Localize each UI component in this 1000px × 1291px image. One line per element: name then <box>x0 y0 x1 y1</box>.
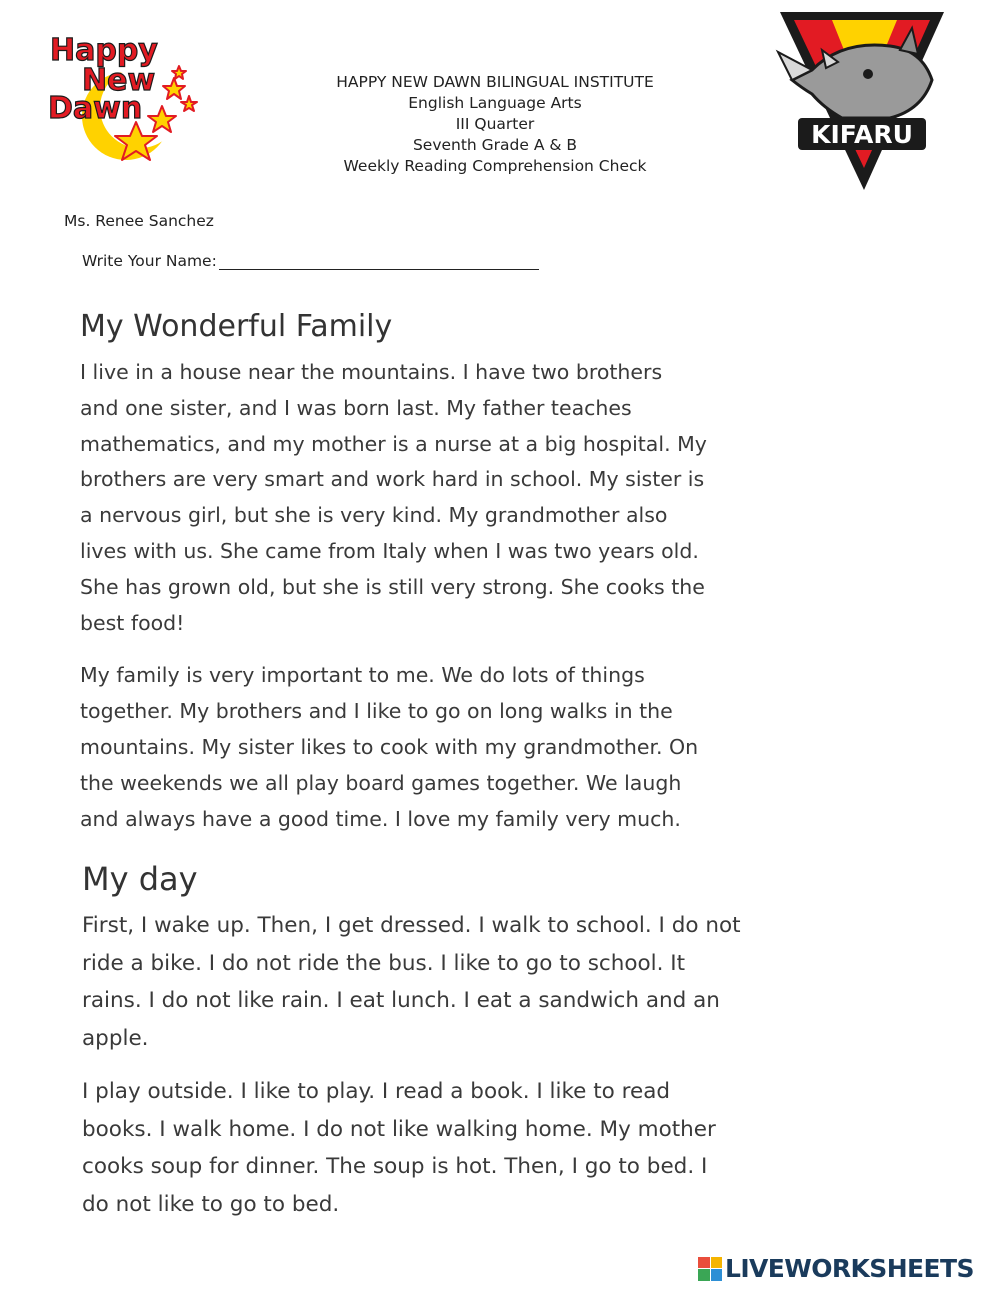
text-line: First, I wake up. Then, I get dressed. I walk to school. I do not <box>82 913 741 938</box>
text-line: apple. <box>82 1025 149 1051</box>
story-my-day <box>82 855 762 1223</box>
name-field-row <box>82 252 539 270</box>
text-line: best food! <box>80 610 185 635</box>
text-line: and always have a good time. I love my family very much. <box>80 806 681 831</box>
logo-text-line: New <box>82 63 156 98</box>
quarter: III Quarter <box>455 115 535 133</box>
happy-new-dawn-logo <box>44 30 204 180</box>
assessment-title: Weekly Reading Comprehension Check <box>343 157 647 175</box>
school-header <box>240 72 750 177</box>
text-line: the weekends we all play board games together. We laugh <box>80 770 682 795</box>
story-paragraph <box>80 658 760 837</box>
teacher-name: Ms. Renee Sanchez <box>64 212 214 230</box>
text-line: She has grown old, but she is still very strong. She cooks the <box>80 574 705 599</box>
text-line: cooks soup for dinner. The soup is hot. Then, I go to bed. I <box>82 1154 708 1179</box>
text-line: together. My brothers and I like to go on long walks in the <box>80 699 673 724</box>
story-my-wonderful-family <box>80 305 760 837</box>
text-line: lives with us. She came from Italy when I was two years old. <box>80 538 699 563</box>
text-line: I live in a house near the mountains. I have two brothers <box>80 360 663 384</box>
logo-text-line: Dawn <box>48 91 143 126</box>
story-paragraph <box>82 907 762 1057</box>
kifaru-logo-text: KIFARU <box>811 120 913 149</box>
liveworksheets-badge-icon <box>698 1257 722 1281</box>
text-line: and one sister, and I was born last. My father teaches <box>80 395 632 420</box>
school-name: HAPPY NEW DAWN BILINGUAL INSTITUTE <box>336 73 654 91</box>
liveworksheets-text: LIVEWORKSHEETS <box>725 1254 974 1283</box>
subject: English Language Arts <box>408 94 582 112</box>
name-blank-line[interactable] <box>219 253 539 270</box>
story-paragraph <box>82 1073 762 1223</box>
text-line: brothers are very smart and work hard in school. My sister is <box>80 467 705 492</box>
name-prompt: Write Your Name: <box>82 252 217 270</box>
story-title: My day <box>82 860 198 898</box>
text-line: ride a bike. I do not ride the bus. I like to go to school. It <box>82 950 686 976</box>
text-line: rains. I do not like rain. I eat lunch. I eat a sandwich and an <box>82 988 720 1013</box>
text-line: do not like to go to bed. <box>82 1191 340 1217</box>
story-paragraph <box>80 355 760 641</box>
text-line: I play outside. I like to play. I read a book. I like to read <box>82 1079 671 1104</box>
text-line: mathematics, and my mother is a nurse at a big hospital. My <box>80 431 707 456</box>
text-line: a nervous girl, but she is very kind. My grandmother also <box>80 503 668 528</box>
grade: Seventh Grade A & B <box>412 136 578 154</box>
text-line: books. I walk home. I do not like walking home. My mother <box>82 1116 716 1142</box>
story-title: My Wonderful Family <box>80 309 393 344</box>
logo-text-line: Happy <box>50 33 158 68</box>
text-line: mountains. My sister likes to cook with my grandmother. On <box>80 734 699 759</box>
kifaru-logo <box>772 10 952 194</box>
text-line: My family is very important to me. We do lots of things <box>80 663 645 688</box>
liveworksheets-watermark <box>698 1254 974 1283</box>
